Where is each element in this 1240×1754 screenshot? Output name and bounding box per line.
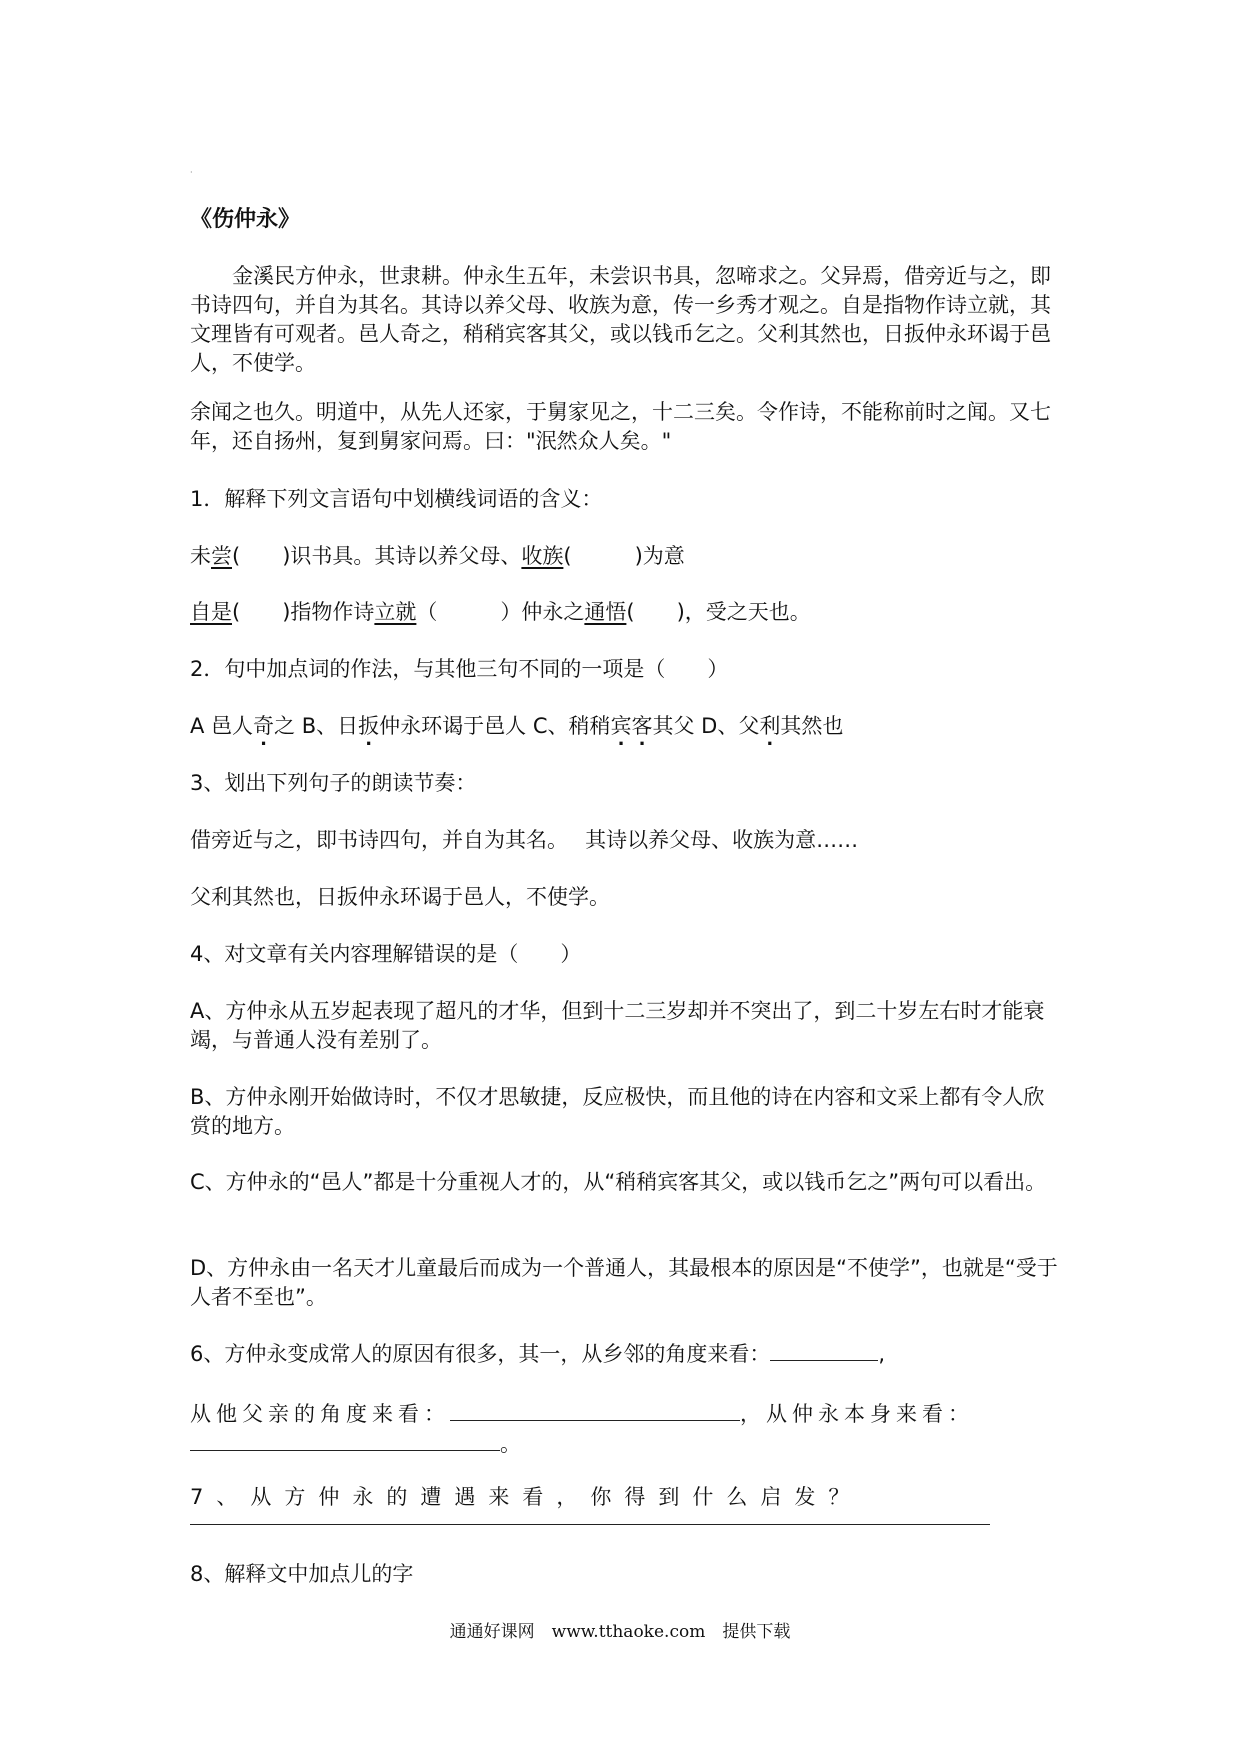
question-1-stem: 1．解释下列文言语句中划横线词语的含义： [190,487,603,511]
dotted-char: 客 [631,714,653,738]
question-6-line-2: 从他父亲的角度来看： ，从仲永本身来看： [190,1402,974,1426]
answer-blank[interactable] [190,1432,500,1451]
question-7-stem: 7、从方仲永的遭遇来看，你得到什么启发？ [190,1485,863,1509]
dotted-char: 利 [759,714,781,738]
question-1-line-2: 自是( )指物作诗立就（ ）仲永之通悟( )，受之天也。 [190,600,811,624]
passage-paragraph-2: 余闻之也久。明道中，从先人还家，于舅家见之，十二三矣。令作诗，不能称前时之闻。又七年，还自扬州，复到舅家问焉。曰："泯然众人矣。" [190,400,1051,453]
question-3-sentence-1: 借旁近与之，即书诗四句，并自为其名。 其诗以养父母、收族为意…… [190,828,859,852]
question-1-line-1: 未尝( )识书具。其诗以养父母、收族( )为意 [190,544,685,568]
underlined-word: 收族 [521,544,564,568]
dotted-char: 奇 [253,714,275,738]
question-2-stem: 2．句中加点词的作法，与其他三句不同的一项是（ ） [190,657,729,681]
page-title: 《伤仲永》 [190,207,301,232]
answer-blank[interactable] [770,1342,878,1361]
underlined-word: 自是 [190,600,232,624]
answer-blank[interactable] [190,1506,990,1525]
question-8-stem: 8、解释文中加点儿的字 [190,1562,414,1586]
page-footer: 通通好课网 www.tthaoke.com 提供下载 [449,1622,791,1642]
underlined-word: 立就 [374,600,417,624]
page-speck: · [190,168,193,177]
question-4-option-b: B、方仲永刚开始做诗时，不仅才思敏捷，反应极快，而且他的诗在内容和文采上都有令人欣赏的地方。 [190,1085,1045,1138]
dotted-char: 宾 [610,714,632,738]
dotted-char: 扳 [358,714,380,738]
answer-blank[interactable] [450,1402,740,1421]
question-7-answer-line [190,1504,1060,1533]
question-3-sentence-2: 父利其然也，日扳仲永环谒于邑人，不使学。 [190,885,610,909]
question-6-line-3: 。 [190,1430,1060,1459]
question-2-options: A 邑人奇之 B、日扳仲永环谒于邑人 C、稍稍宾客其父 D、父利其然也 [190,714,844,738]
question-4-option-d: D、方仲永由一名天才儿童最后而成为一个普通人，其最根本的原因是“不使学”，也就是“受于人者不至也”。 [190,1256,1058,1309]
underlined-word: 通悟 [584,600,627,624]
question-4-stem: 4、对文章有关内容理解错误的是（ ） [190,942,582,966]
question-3-stem: 3、划出下列句子的朗读节奏： [190,771,477,795]
question-4-option-a: A、方仲永从五岁起表现了超凡的才华，但到十二三岁却并不突出了，到二十岁左右时才能衰竭，与普通人没有差别了。 [190,999,1045,1052]
underlined-word: 尝 [211,544,232,568]
question-6-line-1: 6、方仲永变成常人的原因有很多，其一，从乡邻的角度来看： , [190,1342,886,1366]
question-4-option-c: C、方仲永的“邑人”都是十分重视人才的，从“稍稍宾客其父，或以钱币乞之”两句可以看出。 [190,1170,1047,1194]
passage-paragraph-1: 金溪民方仲永，世隶耕。仲永生五年，未尝识书具，忽啼求之。父异焉，借旁近与之，即书诗四句，并自为其名。其诗以养父母、收族为意，传一乡秀才观之。自是指物作诗立就，其文理皆有可观者。邑人奇之，稍稍宾客其父，或以钱币乞之。父利其然也，日扳仲永环谒于邑人，不使学。 [190,264,1051,375]
